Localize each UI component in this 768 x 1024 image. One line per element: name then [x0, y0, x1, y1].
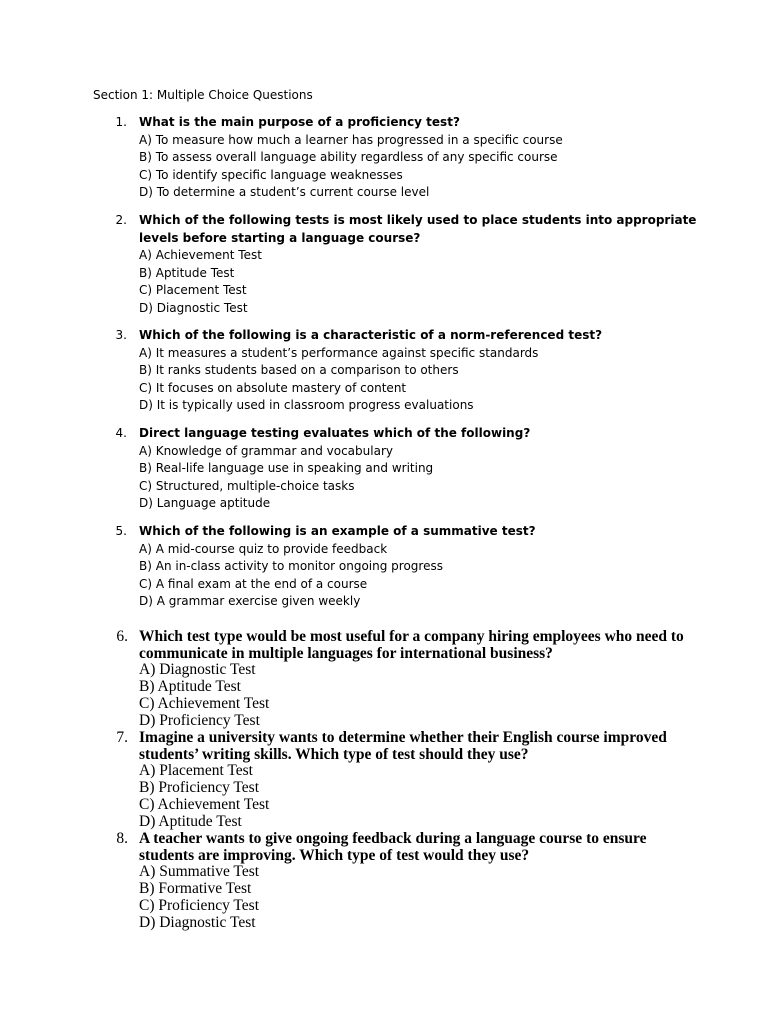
- option-b: B) An in-class activity to monitor ongoing progress: [139, 559, 443, 574]
- question-text: Which test type would be most useful for a company hiring employees who need to communicate in multiple languages for international business?: [139, 628, 684, 662]
- option-d: D) It is typically used in classroom progress evaluations: [139, 398, 474, 413]
- option-a: A) Achievement Test: [139, 248, 262, 263]
- option-b: B) It ranks students based on a comparison to others: [139, 363, 459, 378]
- question-number: 1.: [115, 115, 127, 129]
- option-d: D) To determine a student’s current course level: [139, 185, 430, 200]
- option-d: D) Proficiency Test: [139, 711, 260, 729]
- option-c: C) Structured, multiple-choice tasks: [139, 478, 355, 493]
- question-text: Direct language testing evaluates which of the following?: [139, 426, 531, 440]
- option-a: A) Placement Test: [139, 762, 253, 780]
- question-number: 8.: [116, 830, 128, 847]
- question-number: 5.: [115, 524, 127, 538]
- question-text: Imagine a university wants to determine whether their English course improved students’ writing skills. Which type of test should they use?: [139, 729, 667, 763]
- option-a: A) Diagnostic Test: [139, 661, 256, 679]
- question-text: A teacher wants to give ongoing feedback during a language course to ensure students are improving. Which type of test would they use?: [139, 830, 647, 864]
- question-number: 7.: [116, 729, 128, 746]
- option-b: B) To assess overall language ability regardless of any specific course: [139, 150, 558, 165]
- option-c: C) A final exam at the end of a course: [139, 576, 368, 591]
- option-d: D) Language aptitude: [139, 496, 271, 511]
- section-title: Section 1: Multiple Choice Questions: [93, 88, 313, 102]
- option-c: C) It focuses on absolute mastery of content: [139, 380, 407, 395]
- option-b: B) Aptitude Test: [139, 265, 235, 280]
- option-list: [139, 864, 259, 931]
- option-d: D) Diagnostic Test: [139, 300, 248, 315]
- option-list: [139, 662, 269, 729]
- question-number: 4.: [115, 426, 127, 440]
- option-d: D) A grammar exercise given weekly: [139, 594, 361, 609]
- option-b: B) Real-life language use in speaking and writing: [139, 461, 434, 476]
- question-text: Which of the following is a characteristic of a norm-referenced test?: [139, 328, 603, 342]
- option-b: B) Formative Test: [139, 880, 252, 898]
- option-list: [139, 443, 433, 513]
- question-text: Which of the following tests is most likely used to place students into appropriate levels before starting a language course?: [139, 213, 697, 245]
- option-d: D) Aptitude Test: [139, 812, 242, 830]
- option-a: A) A mid-course quiz to provide feedback: [139, 541, 388, 556]
- option-c: C) Placement Test: [139, 283, 247, 298]
- option-a: A) Knowledge of grammar and vocabulary: [139, 443, 393, 458]
- option-a: A) It measures a student’s performance against specific standards: [139, 345, 539, 360]
- option-d: D) Diagnostic Test: [139, 913, 256, 931]
- option-a: A) To measure how much a learner has progressed in a specific course: [139, 132, 563, 147]
- option-c: C) Achievement Test: [139, 795, 270, 813]
- question-number: 2.: [115, 213, 127, 227]
- option-b: B) Proficiency Test: [139, 779, 260, 797]
- option-list: [139, 763, 269, 830]
- option-c: C) To identify specific language weaknesses: [139, 167, 403, 182]
- option-list: [139, 345, 538, 415]
- question-text: What is the main purpose of a proficiency test?: [139, 115, 460, 129]
- option-list: [139, 247, 262, 317]
- option-c: C) Achievement Test: [139, 694, 270, 712]
- option-a: A) Summative Test: [139, 863, 260, 881]
- option-list: [139, 541, 443, 611]
- question-number: 6.: [116, 628, 128, 645]
- option-c: C) Proficiency Test: [139, 896, 260, 914]
- question-text: Which of the following is an example of a summative test?: [139, 524, 536, 538]
- option-list: [139, 132, 563, 202]
- option-b: B) Aptitude Test: [139, 678, 241, 696]
- question-number: 3.: [115, 328, 127, 342]
